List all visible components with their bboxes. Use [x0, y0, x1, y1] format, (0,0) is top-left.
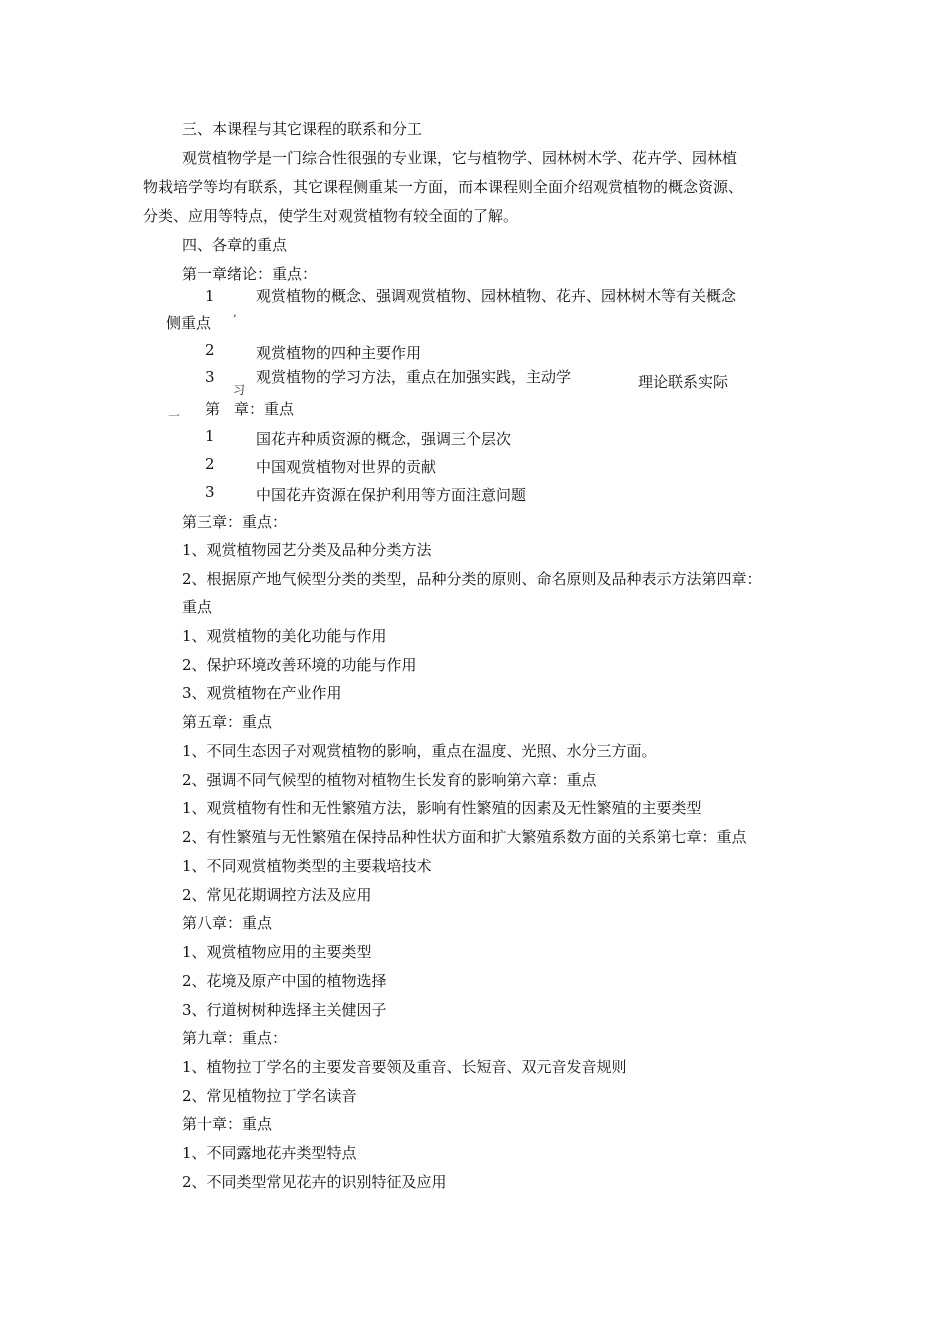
- list-item: 1、观赏植物有性和无性繁殖方法，影响有性繁殖的因素及无性繁殖的主要类型: [182, 799, 702, 817]
- chapter-title: 第八章：重点: [182, 914, 273, 932]
- paragraph-line: 物栽培学等均有联系，其它课程侧重某一方面，而本课程则全面介绍观赏植物的概念资源、: [143, 178, 744, 196]
- list-item: 观赏植物的学习方法，重点在加强实践，主动学: [256, 368, 572, 386]
- item-number: 1: [205, 427, 215, 445]
- list-item-continuation: 重点: [182, 598, 213, 616]
- list-item: 1、观赏植物园艺分类及品种分类方法: [182, 541, 432, 559]
- list-item: 2、有性繁殖与无性繁殖在保持品种性状方面和扩大繁殖系数方面的关系第七章：重点: [182, 828, 747, 846]
- list-item: 1、观赏植物应用的主要类型: [182, 943, 372, 961]
- list-item: 观赏植物的概念、强调观赏植物、园林植物、花卉、园林树木等有关概念: [256, 287, 737, 305]
- list-item-tail: 理论联系实际: [638, 373, 729, 391]
- chapter-title: 第一章绪论：重点：: [182, 265, 318, 283]
- list-item: 1、观赏植物的美化功能与作用: [182, 627, 387, 645]
- list-item: 中国观赏植物对世界的贡献: [256, 458, 437, 476]
- text-fragment: 一: [168, 409, 181, 423]
- chapter-title-part: 第: [205, 400, 221, 418]
- side-label: 侧重点: [166, 314, 212, 332]
- list-item: 3、行道树树种选择主关健因子: [182, 1001, 387, 1019]
- list-item: 3、观赏植物在产业作用: [182, 684, 342, 702]
- item-number: 3: [205, 483, 215, 501]
- chapter-title: 第五章：重点: [182, 713, 273, 731]
- text-fragment: 习: [233, 383, 246, 397]
- item-number: 3: [205, 368, 215, 386]
- section3-heading: 三、本课程与其它课程的联系和分工: [182, 120, 423, 138]
- item-number: 2: [205, 455, 215, 473]
- list-item: 国花卉种质资源的概念，强调三个层次: [256, 430, 512, 448]
- list-item: 2、常见花期调控方法及应用: [182, 886, 372, 904]
- list-item: 2、根据原产地气候型分类的类型，品种分类的原则、命名原则及品种表示方法第四章：: [182, 570, 762, 588]
- list-item: 中国花卉资源在保护利用等方面注意问题: [256, 486, 527, 504]
- chapter-title: 第十章：重点: [182, 1115, 273, 1133]
- paragraph-line: 观赏植物学是一门综合性很强的专业课，它与植物学、园林树木学、花卉学、园林植: [182, 149, 738, 167]
- chapter-title: 第三章：重点：: [182, 513, 288, 531]
- item-number: 2: [205, 341, 215, 359]
- list-item: 1、不同观赏植物类型的主要栽培技术: [182, 857, 432, 875]
- chapter-title: 第九章：重点：: [182, 1029, 288, 1047]
- list-item: 1、不同露地花卉类型特点: [182, 1144, 357, 1162]
- list-item: 1、不同生态因子对观赏植物的影响，重点在温度、光照、水分三方面。: [182, 742, 657, 760]
- section4-heading: 四、各章的重点: [182, 236, 288, 254]
- list-item: 2、常见植物拉丁学名读音: [182, 1087, 357, 1105]
- list-item: 2、花境及原产中国的植物选择: [182, 972, 387, 990]
- list-item: 2、不同类型常见花卉的识别特征及应用: [182, 1173, 447, 1191]
- list-item: 2、强调不同气候型的植物对植物生长发育的影响第六章：重点: [182, 771, 597, 789]
- chapter-title-part: 章：重点: [234, 400, 295, 418]
- list-item: 观赏植物的四种主要作用: [256, 344, 422, 362]
- paragraph-line: 分类、应用等特点，使学生对观赏植物有较全面的了解。: [143, 207, 519, 225]
- item-number: 1: [205, 287, 215, 305]
- list-item: 1、植物拉丁学名的主要发音要领及重音、长短音、双元音发音规则: [182, 1058, 627, 1076]
- list-item: 2、保护环境改善环境的功能与作用: [182, 656, 417, 674]
- text-fragment: ,: [233, 305, 237, 319]
